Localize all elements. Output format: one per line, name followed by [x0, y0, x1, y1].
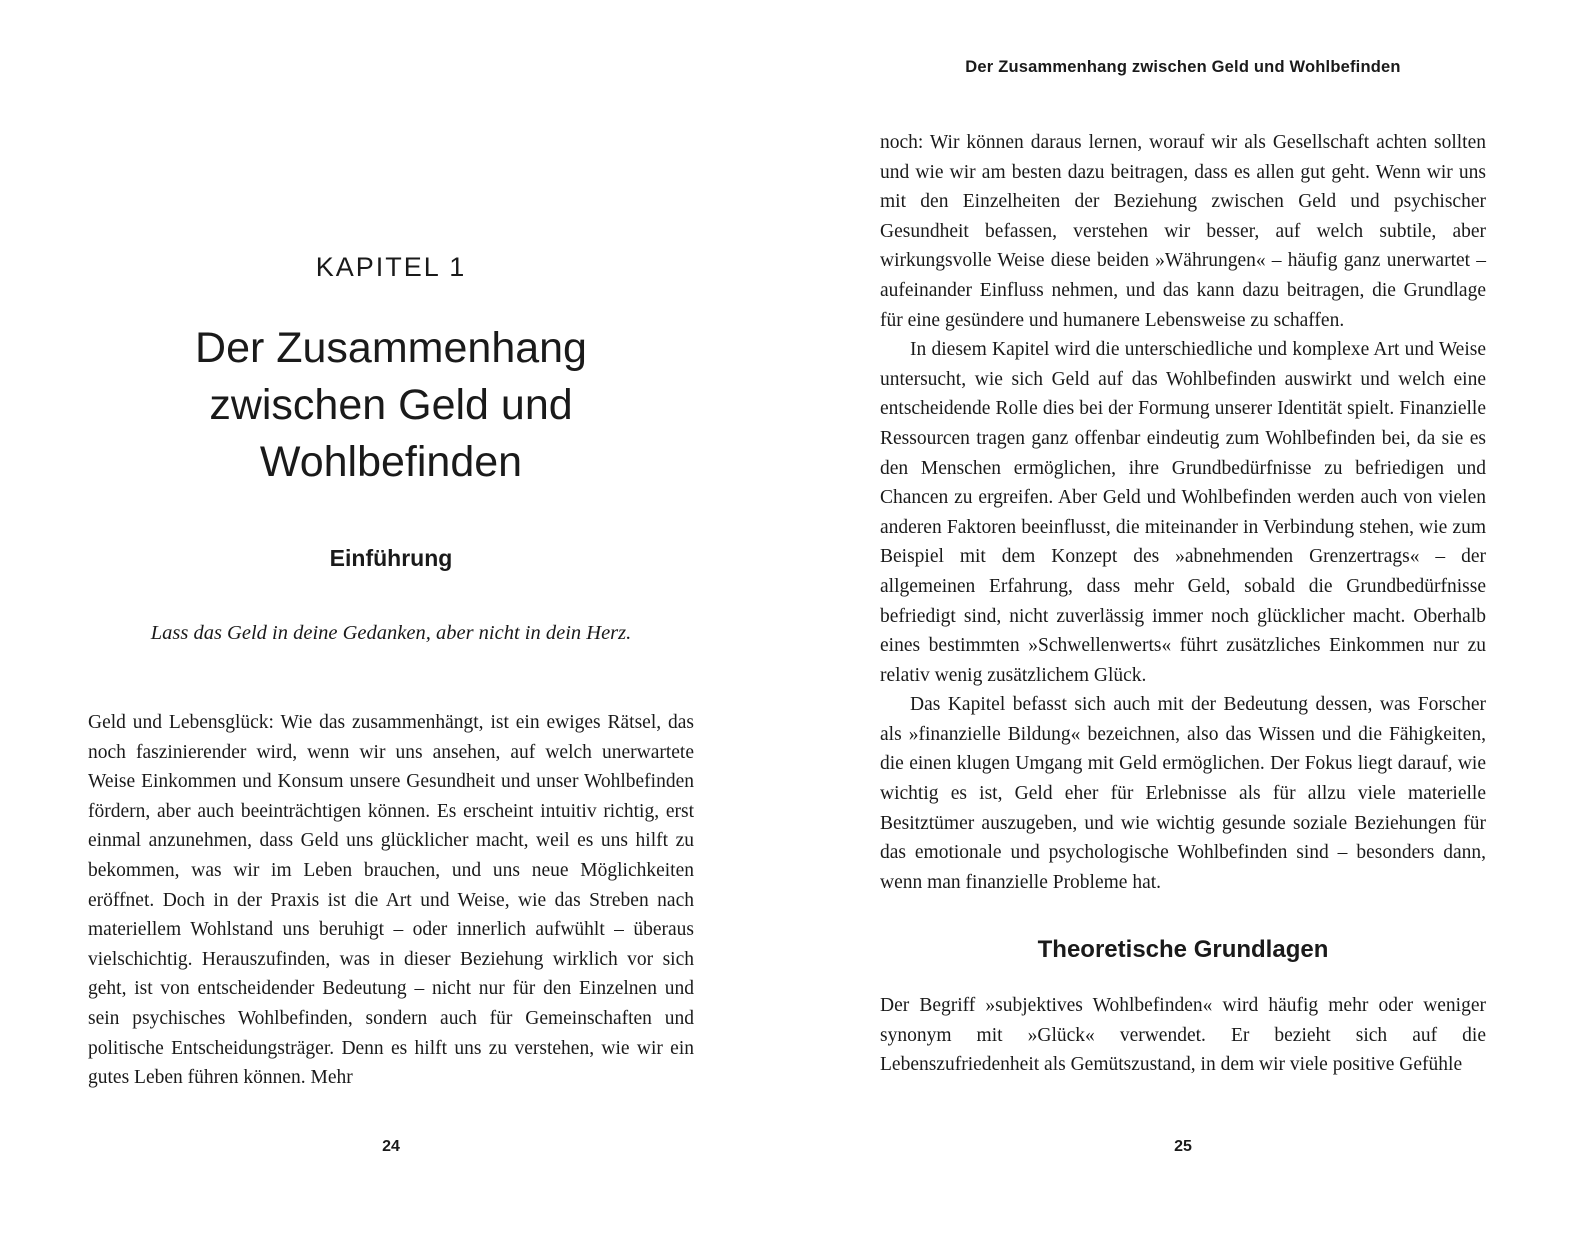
page-number-left: 24	[382, 1138, 400, 1155]
section-heading-einfuehrung: Einführung	[329, 545, 453, 571]
chapter-title-line-2: zwischen Geld und	[209, 381, 573, 429]
chapter-title	[88, 320, 694, 491]
body-paragraph: Geld und Lebensglück: Wie das zusammenhängt, ist ein ewiges Rätsel, das noch faszinierender wird, wenn wir uns ansehen, auf welch unerwartete Weise Einkommen und Konsum unsere Gesundheit und unser Wohlbefinden fördern, aber auch beeinträchtigen können. Es erscheint intuitiv richtig, erst einmal anzunehmen, dass Geld uns glücklicher macht, weil es uns hilft zu bekommen, was wir im Leben brauchen, und uns neue Möglichkeiten eröffnet. Doch in der Praxis ist die Art und Weise, wie das Streben nach materiellem Wohlstand uns beruhigt – oder innerlich aufwühlt – überaus vielschichtig. Herauszufinden, was in dieser Beziehung wirklich vor sich geht, ist von entscheidender Bedeutung – nicht nur für den Einzelnen und sein psychisches Wohlbefinden, sondern auch für Gemeinschaften und politische Entscheidungsträger. Denn es hilft uns zu verstehen, wie wir ein gutes Leben führen können. Mehr	[88, 712, 694, 1089]
body-paragraph: Das Kapitel befasst sich auch mit der Bedeutung dessen, was Forscher als »finanzielle Bildung« bezeichnen, also das Wissen und die Fähigkeiten, die einen klugen Umgang mit Geld ermöglichen. Der Fokus liegt darauf, wie wichtig es ist, Geld eher für Erlebnisse als für allzu viele materielle Besitztümer auszugeben, und wie wichtig gesunde soziale Beziehungen für das emotionale und psychologische Wohlbefinden sind – besonders dann, wenn man finanzielle Probleme hat.	[880, 694, 1486, 893]
left-body	[88, 708, 694, 1093]
body-paragraph: Der Begriff »subjektives Wohlbefinden« wird häufig mehr oder weniger synonym mit »Glück« verwendet. Er bezieht sich auf die Lebenszufriedenheit als Gemütszustand, in dem wir viele positive Gefühle	[880, 995, 1486, 1076]
running-head: Der Zusammenhang zwischen Geld und Wohlbefinden	[965, 58, 1401, 76]
chapter-title-line-3: Wohlbefinden	[259, 438, 523, 486]
body-paragraph: noch: Wir können daraus lernen, worauf wir als Gesellschaft achten sollten und wie wir am besten dazu beitragen, dass es allen gut geht. Wenn wir uns mit den Einzelheiten der Beziehung zwischen Geld und psychischer Gesundheit befassen, verstehen wir besser, auf welch subtile, aber wirkungsvolle Weise diese beiden »Währungen« – häufig ganz unerwartet – aufeinander Einfluss nehmen, und das kann dazu beitragen, die Grundlage für eine gesündere und humanere Lebensweise zu schaffen.	[880, 132, 1486, 331]
left-page	[88, 0, 694, 1240]
chapter-label: KAPITEL 1	[315, 252, 467, 282]
right-page	[880, 0, 1486, 1240]
body-paragraph: In diesem Kapitel wird die unterschiedliche und komplexe Art und Weise untersucht, wie sich Geld auf das Wohlbefinden auswirkt und welch eine entscheidende Rolle dies bei der Formung unserer Identität spielt. Finanzielle Ressourcen tragen ganz offenbar eindeutig zum Wohlbefinden bei, da sie es den Menschen ermöglichen, ihre Grundbedürfnisse zu befriedigen und Chancen zu ergreifen. Aber Geld und Wohlbefinden werden auch von vielen anderen Faktoren beeinflusst, die miteinander in Verbindung stehen, wie zum Beispiel mit dem Konzept des »abnehmenden Grenzertrags« – der allgemeinen Erfahrung, dass mehr Geld, sobald die Grundbedürfnisse befriedigt sind, nicht zuverlässig immer noch glücklicher macht. Oberhalb eines bestimmten »Schwellenwerts« führt zusätzliches Einkommen nur zu relativ wenig zusätzlichem Glück.	[880, 339, 1486, 686]
right-body	[880, 128, 1486, 1080]
section-heading-theoretische-grundlagen: Theoretische Grundlagen	[1037, 936, 1329, 964]
page-number-right: 25	[1174, 1138, 1192, 1155]
epigraph: Lass das Geld in deine Gedanken, aber nicht in dein Herz.	[150, 622, 632, 644]
chapter-title-line-1: Der Zusammenhang	[195, 324, 587, 372]
